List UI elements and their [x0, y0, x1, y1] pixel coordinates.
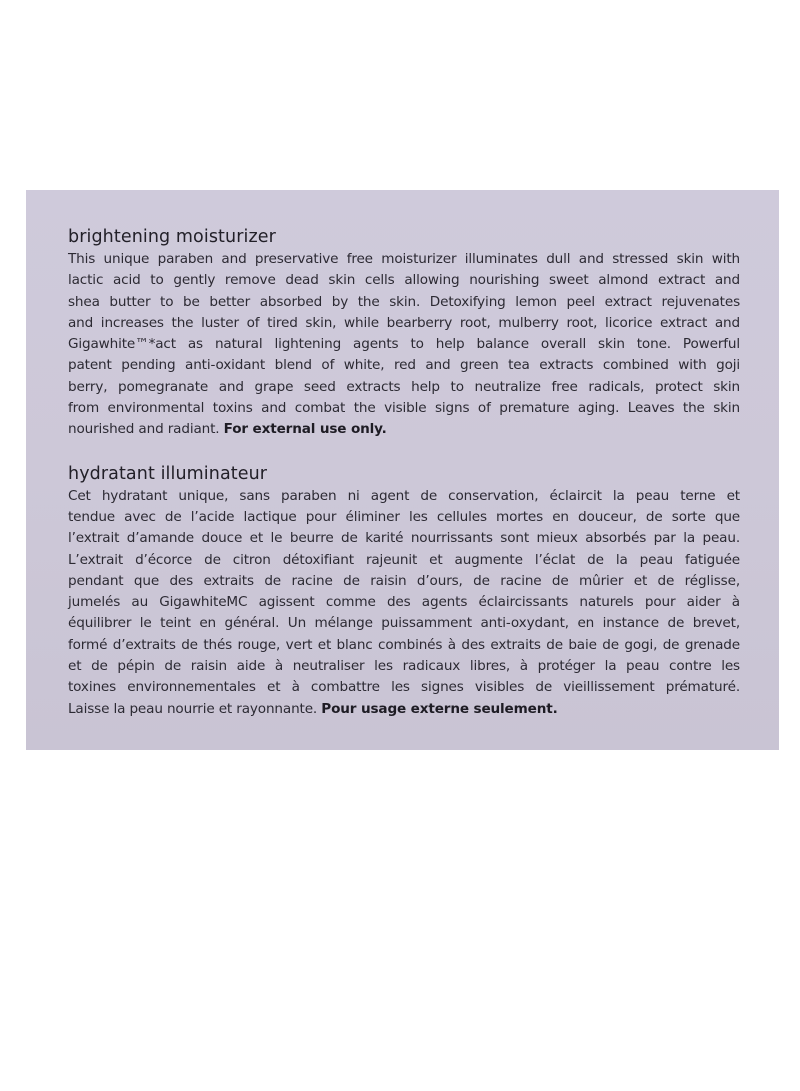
french-line: pendant que des extraits de racine de raisin d’ours, de racine de mûrier et de réglisse,	[68, 572, 740, 589]
french-line: l’extrait d’amande douce et le beurre de karité nourrissants sont mieux absorbés par la peau.	[68, 530, 740, 547]
french-line: tendue avec de l’acide lactique pour éliminer les cellules mortes en douceur, de sorte que	[68, 508, 740, 525]
english-line: patent pending anti-oxidant blend of white, red and green tea extracts combined with goji	[68, 357, 740, 374]
french-line: formé d’extraits de thés rouge, vert et blanc combinés à des extraits de baie de gogi, de grenade	[68, 636, 740, 653]
french-line: équilibrer le teint en général. Un mélange puissamment anti-oxydant, en instance de brevet,	[68, 615, 740, 632]
french-line: jumelés au GigawhiteMC agissent comme des agents éclaircissants naturels pour aider à	[68, 594, 740, 611]
english-usage-warning: For external use only.	[223, 421, 387, 438]
english-line: from environmental toxins and combat the visible signs of premature aging. Leaves the skin	[68, 400, 740, 417]
english-line: berry, pomegranate and grape seed extracts help to neutralize free radicals, protect skin	[68, 378, 740, 395]
french-section	[68, 463, 759, 720]
english-title: brightening moisturizer	[68, 227, 276, 247]
french-line: toxines environnementales et à combattre les signes visibles de vieillissement prématuré.	[68, 679, 740, 696]
english-description	[68, 249, 759, 441]
english-last-line	[68, 419, 740, 440]
english-line: shea butter to be better absorbed by the skin. Detoxifying lemon peel extract rejuvenates	[68, 293, 740, 310]
english-line: lactic acid to gently remove dead skin cells allowing nourishing sweet almond extract and	[68, 272, 740, 289]
french-last-line	[68, 699, 740, 720]
english-closing-text: nourished and radiant.	[68, 421, 224, 438]
french-title: hydratant illuminateur	[68, 463, 268, 484]
product-label-panel	[26, 190, 779, 750]
english-line: Gigawhite™*act as natural lightening agents to help balance overall skin tone. Powerful	[68, 336, 740, 353]
english-line: and increases the luster of tired skin, while bearberry root, mulberry root, licorice extract and	[68, 314, 740, 331]
french-line: Cet hydratant unique, sans paraben ni agent de conservation, éclaircit la peau terne et	[68, 487, 740, 504]
french-line: L’extrait d’écorce de citron détoxifiant rajeunit et augmente l’éclat de la peau fatiguée	[68, 551, 740, 568]
english-line: This unique paraben and preservative free moisturizer illuminates dull and stressed skin with	[68, 251, 740, 267]
french-description	[68, 486, 759, 720]
french-closing-text: Laisse la peau nourrie et rayonnante.	[68, 700, 322, 717]
english-section	[68, 226, 759, 441]
french-usage-warning: Pour usage externe seulement.	[321, 700, 558, 717]
french-line: et de pépin de raisin aide à neutraliser les radicaux libres, à protéger la peau contre les	[68, 658, 740, 675]
